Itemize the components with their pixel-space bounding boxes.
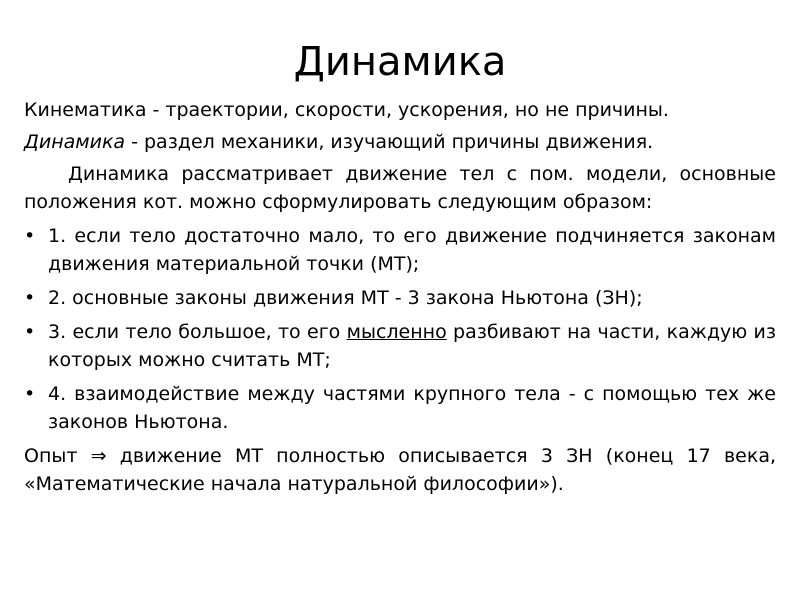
bullet-icon: • — [24, 321, 36, 343]
term-dynamics: Динамика — [24, 131, 126, 153]
paragraph-dynamics-model: Динамика рассматривает движение тел с пом. модели, основные положения кот. можно сформулировать следующим образом: — [24, 163, 776, 213]
list-item-text-pre: 3. если тело большое, то его — [48, 321, 347, 343]
paragraph-dynamics-definition — [24, 128, 776, 156]
bullet-icon: • — [24, 225, 36, 247]
underlined-word: мысленно — [346, 321, 447, 343]
list-item — [24, 284, 776, 312]
list-item — [24, 222, 776, 278]
list-item — [24, 380, 776, 436]
slide-title: Динамика — [293, 39, 507, 85]
bullet-icon: • — [24, 287, 36, 309]
definition-text: - раздел механики, изучающий причины движения. — [125, 131, 654, 153]
bullet-icon: • — [24, 383, 36, 405]
principles-list — [24, 222, 776, 436]
slide-body — [24, 96, 776, 502]
list-item-text: 4. взаимодействие между частями крупного тела - с помощью тех же законов Ньютона. — [48, 383, 776, 433]
list-item-text: 2. основные законы движения МТ - 3 закона Ньютона (ЗН); — [48, 287, 643, 309]
list-item — [24, 318, 776, 374]
paragraph-kinematics: Кинематика - траектории, скорости, ускорения, но не причины. — [24, 99, 669, 121]
list-item-text: 1. если тело достаточно мало, то его движение подчиняется законам движения материальной точки (МТ); — [48, 225, 776, 275]
list-item-text-post: разбивают на части, каждую из которых можно считать МТ; — [48, 321, 776, 371]
paragraph-conclusion: Опыт ⇒ движение МТ полностью описывается 3 ЗН (конец 17 века, «Математические начала натуральной философии»). — [24, 445, 776, 495]
